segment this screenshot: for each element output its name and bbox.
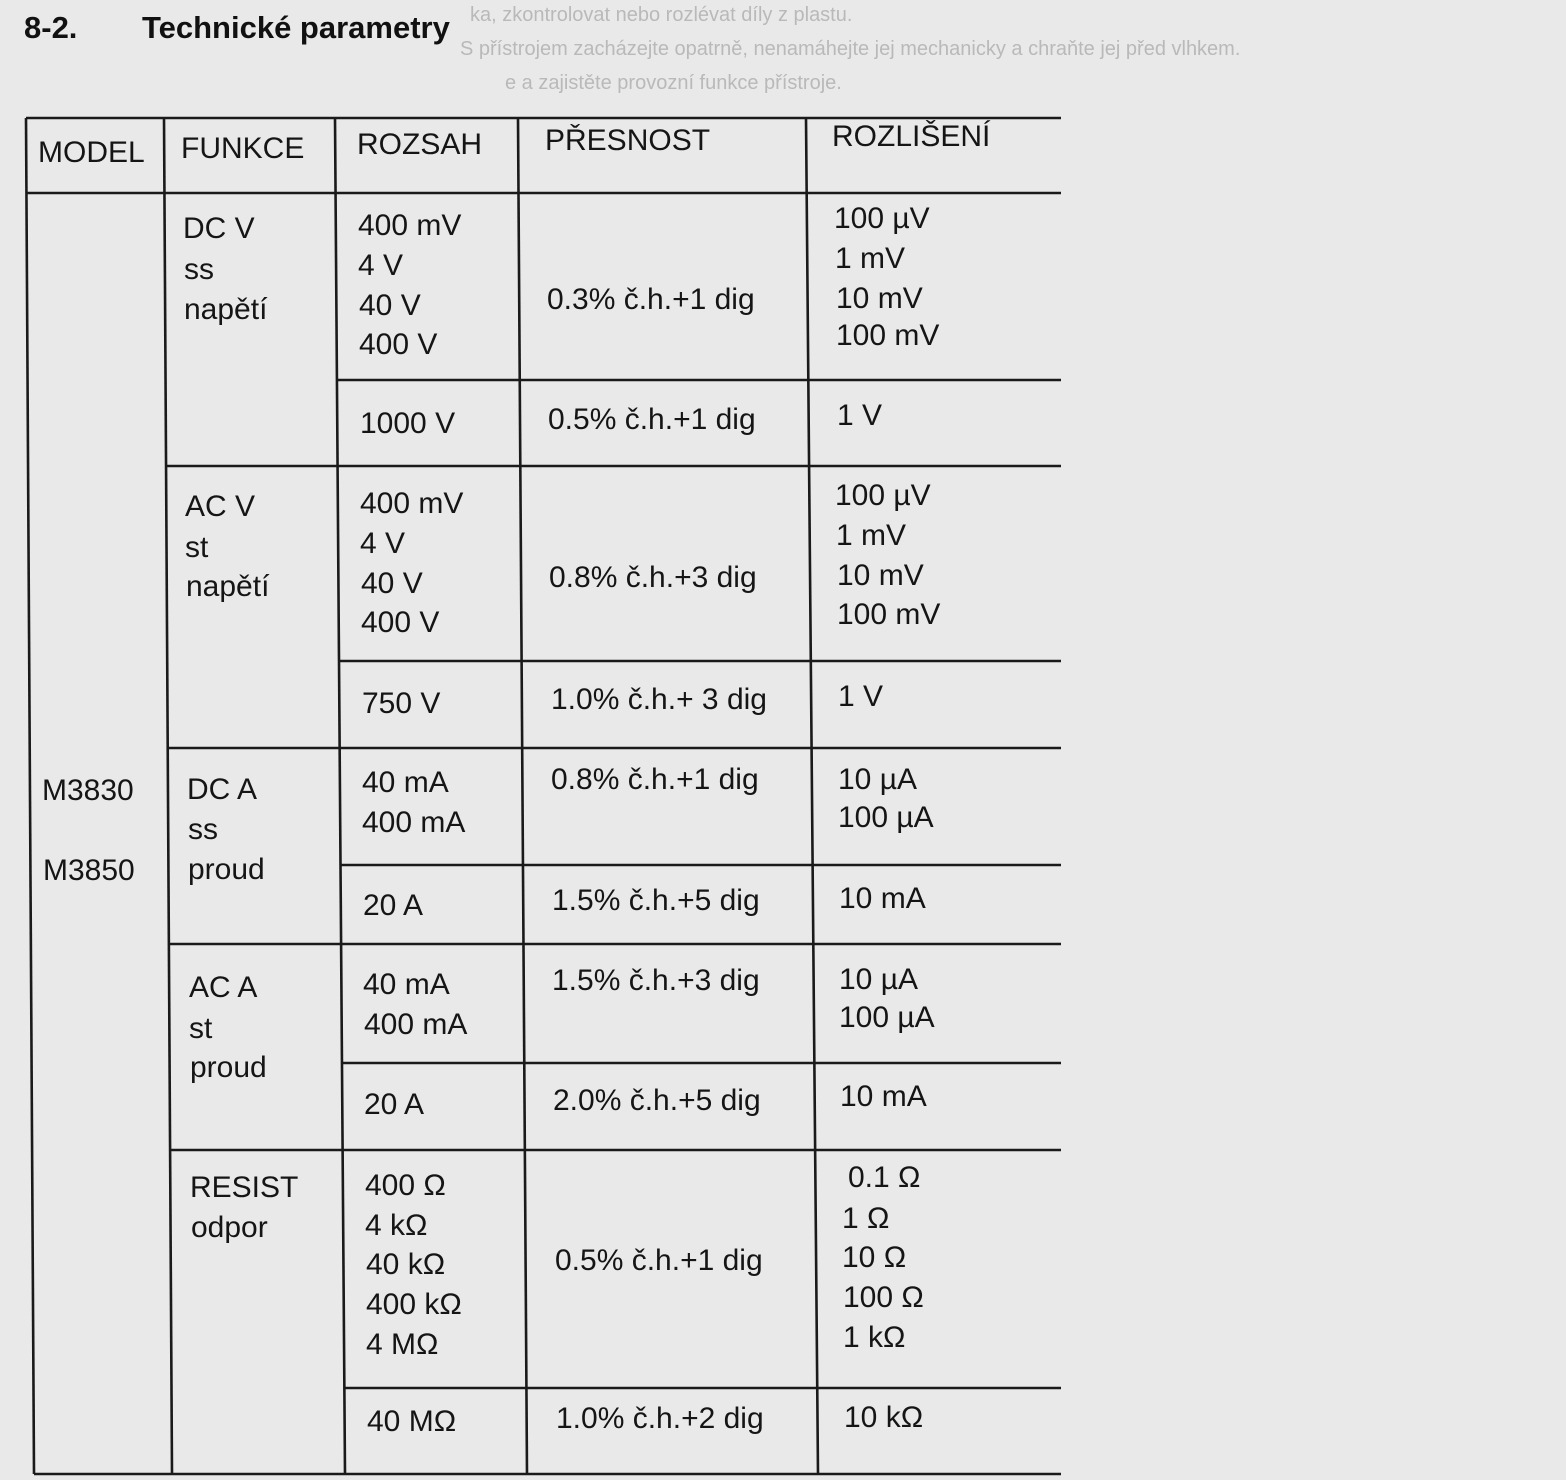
header-rozsah: ROZSAH — [357, 128, 483, 161]
presnost-value: 0.3% č.h.+1 dig — [547, 283, 755, 316]
rozliseni-value: 10 mV — [837, 559, 924, 592]
rozliseni-value: 0.1 Ω — [848, 1161, 921, 1194]
model-name: M3830 — [42, 774, 134, 807]
rozsah-value: 4 kΩ — [365, 1209, 428, 1242]
presnost-value: 1.0% č.h.+ 3 dig — [551, 683, 767, 716]
presnost-value: 1.5% č.h.+3 dig — [552, 964, 760, 997]
rozsah-value: 750 V — [362, 687, 441, 720]
funkce-label: napětí — [184, 293, 268, 326]
background-bleed-line-1: ka, zkontrolovat nebo rozlévat díly z plastu. — [470, 4, 853, 26]
presnost-value: 0.8% č.h.+1 dig — [551, 763, 759, 796]
rozsah-value: 400 mA — [362, 806, 466, 839]
rozliseni-value: 1 kΩ — [843, 1321, 906, 1354]
rozsah-value: 4 V — [360, 527, 406, 560]
rozliseni-value: 100 µA — [838, 801, 934, 834]
presnost-value: 0.5% č.h.+1 dig — [555, 1244, 763, 1277]
rozliseni-value: 10 mV — [836, 282, 923, 315]
rozsah-value: 20 A — [364, 1088, 425, 1121]
rozliseni-value: 1 V — [837, 399, 883, 432]
rozliseni-value: 100 mV — [836, 319, 940, 352]
rozsah-value: 400 mV — [358, 209, 462, 242]
rozsah-value: 4 MΩ — [366, 1328, 439, 1361]
rozsah-value: 40 mA — [363, 968, 450, 1001]
rozsah-value: 4 V — [358, 249, 404, 282]
rozliseni-value: 10 mA — [840, 1080, 927, 1113]
rozsah-value: 400 mA — [364, 1008, 468, 1041]
section-number: 8-2. — [24, 10, 78, 45]
rozsah-value: 400 Ω — [365, 1169, 446, 1202]
funkce-label: DC V — [183, 212, 255, 245]
presnost-value: 2.0% č.h.+5 dig — [553, 1084, 761, 1117]
rozliseni-value: 1 mV — [836, 519, 907, 552]
rozsah-value: 400 kΩ — [366, 1288, 462, 1321]
rozsah-value: 20 A — [363, 889, 424, 922]
rozliseni-value: 1 Ω — [842, 1202, 890, 1235]
funkce-label: ss — [188, 813, 218, 846]
rozliseni-value: 10 Ω — [842, 1241, 907, 1274]
presnost-value: 1.5% č.h.+5 dig — [552, 884, 760, 917]
rozsah-value: 40 kΩ — [366, 1248, 446, 1281]
rozliseni-value: 1 V — [838, 680, 884, 713]
rozsah-value: 400 V — [361, 606, 440, 639]
presnost-value: 0.5% č.h.+1 dig — [548, 403, 756, 436]
rozsah-value: 40 V — [359, 289, 421, 322]
rozliseni-value: 100 µA — [839, 1001, 935, 1034]
funkce-label: st — [185, 531, 209, 564]
rozsah-value: 40 V — [361, 567, 423, 600]
background-bleed-line-3: e a zajistěte provozní funkce přístroje. — [505, 72, 842, 94]
funkce-label: proud — [190, 1051, 267, 1084]
header-rozliseni: ROZLIŠENÍ — [832, 120, 991, 153]
funkce-label: napětí — [186, 570, 270, 603]
model-name: M3850 — [43, 854, 135, 887]
rozsah-value: 40 mA — [362, 766, 449, 799]
rozsah-value: 1000 V — [360, 407, 456, 440]
rozliseni-value: 10 µA — [838, 763, 917, 796]
funkce-label: AC V — [185, 490, 256, 523]
presnost-value: 1.0% č.h.+2 dig — [556, 1402, 764, 1435]
rozliseni-value: 10 kΩ — [844, 1401, 924, 1434]
funkce-label: proud — [188, 853, 265, 886]
funkce-label: ss — [184, 253, 214, 286]
rozsah-value: 400 V — [359, 328, 438, 361]
rozsah-value: 40 MΩ — [367, 1405, 457, 1438]
funkce-label: RESIST — [190, 1171, 299, 1204]
rozsah-value: 400 mV — [360, 487, 464, 520]
header-presnost: PŘESNOST — [545, 124, 711, 157]
section-title: Technické parametry — [142, 10, 450, 45]
rozliseni-value: 10 mA — [839, 882, 926, 915]
funkce-label: DC A — [187, 773, 258, 806]
rozliseni-value: 100 µV — [834, 202, 930, 235]
rozliseni-value: 10 µA — [839, 963, 918, 996]
rozliseni-value: 100 mV — [837, 598, 941, 631]
background-bleed-line-2: S přístrojem zacházejte opatrně, nenamáhejte jej mechanicky a chraňte jej před vlhkem. — [460, 38, 1241, 60]
funkce-label: st — [189, 1012, 213, 1045]
funkce-label: odpor — [191, 1211, 268, 1244]
header-funkce: FUNKCE — [181, 132, 305, 165]
header-model: MODEL — [38, 136, 145, 169]
rozliseni-value: 100 Ω — [843, 1281, 924, 1314]
funkce-label: AC A — [189, 971, 258, 1004]
presnost-value: 0.8% č.h.+3 dig — [549, 561, 757, 594]
rozliseni-value: 1 mV — [835, 242, 906, 275]
rozliseni-value: 100 µV — [835, 479, 931, 512]
